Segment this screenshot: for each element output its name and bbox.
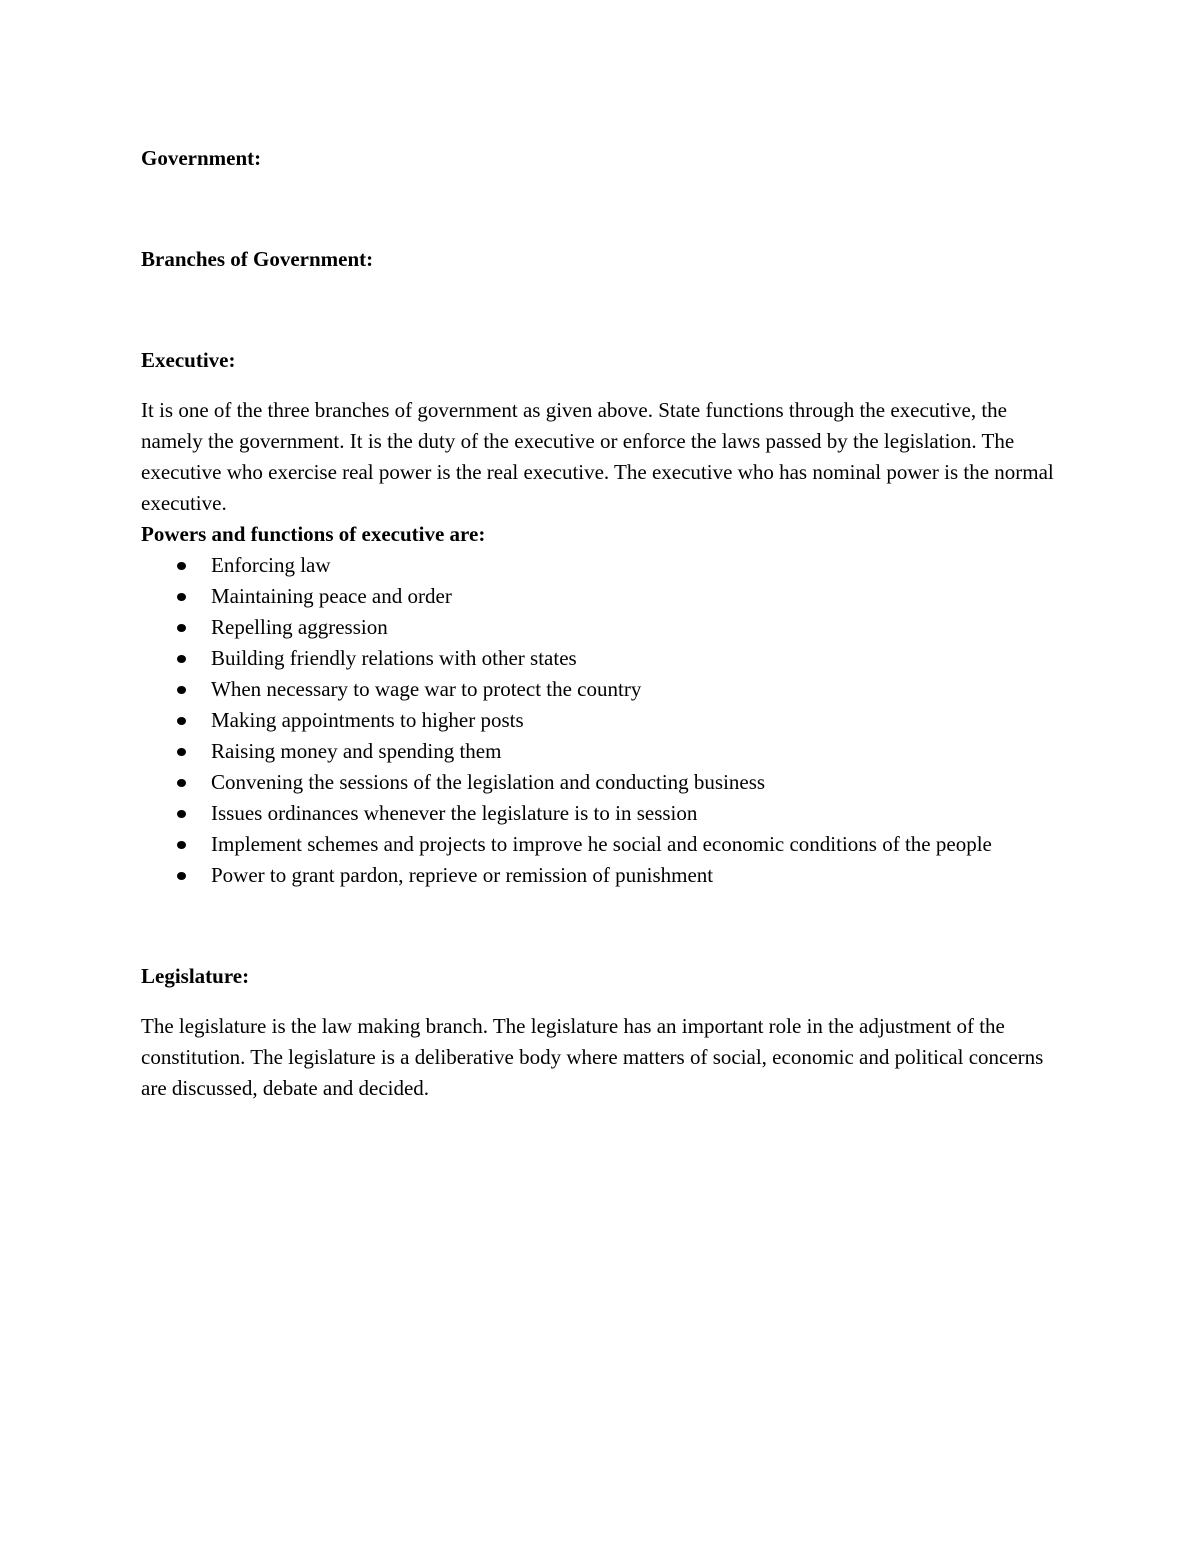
list-item xyxy=(141,581,1056,612)
list-item-text: Maintaining peace and order xyxy=(211,584,452,608)
list-item xyxy=(141,550,1056,581)
bullet-icon xyxy=(177,562,186,570)
bullet-icon xyxy=(177,655,186,663)
list-item xyxy=(141,860,1056,891)
list-item-text: Building friendly relations with other states xyxy=(211,646,577,670)
heading-government: Government: xyxy=(141,146,262,170)
heading-legislature: Legislature: xyxy=(141,964,250,988)
bullet-icon xyxy=(177,872,186,880)
list-item xyxy=(141,612,1056,643)
list-item-text: Issues ordinances whenever the legislature is to in session xyxy=(211,801,698,825)
list-item xyxy=(141,829,1056,860)
list-item-text: Power to grant pardon, reprieve or remission of punishment xyxy=(211,863,714,887)
list-item-text: Convening the sessions of the legislation and conducting business xyxy=(211,770,766,794)
bullet-icon xyxy=(177,686,186,694)
list-item xyxy=(141,705,1056,736)
list-item-text: Repelling aggression xyxy=(211,615,388,639)
heading-branches-of-government: Branches of Government: xyxy=(141,247,374,271)
bullet-icon xyxy=(177,748,186,756)
list-item-text: Enforcing law xyxy=(211,553,331,577)
powers-heading: Powers and functions of executive are: xyxy=(141,522,486,546)
bullet-icon xyxy=(177,779,186,787)
list-item-text: Implement schemes and projects to improve he social and economic conditions of the people xyxy=(211,832,992,856)
list-item xyxy=(141,643,1056,674)
powers-list xyxy=(141,550,1056,891)
executive-paragraph: It is one of the three branches of government as given above. State functions through the executive, the namely the government. It is the duty of the executive or enforce the laws passed by the legislation. The executive who exercise real power is the real executive. The executive who has nominal power is the normal executive. xyxy=(141,398,1054,515)
list-item xyxy=(141,674,1056,705)
list-item xyxy=(141,767,1056,798)
list-item xyxy=(141,798,1056,829)
list-item-text: Making appointments to higher posts xyxy=(211,708,524,732)
bullet-icon xyxy=(177,717,186,725)
legislature-paragraph: The legislature is the law making branch. The legislature has an important role in the adjustment of the constitution. The legislature is a deliberative body where matters of social, economic and political concerns are discussed, debate and decided. xyxy=(141,1014,1044,1100)
heading-executive: Executive: xyxy=(141,348,236,372)
list-item-text: Raising money and spending them xyxy=(211,739,502,763)
document-page xyxy=(141,140,1056,1104)
list-item xyxy=(141,736,1056,767)
bullet-icon xyxy=(177,810,186,818)
list-item-text: When necessary to wage war to protect the country xyxy=(211,677,642,701)
bullet-icon xyxy=(177,593,186,601)
bullet-icon xyxy=(177,841,186,849)
bullet-icon xyxy=(177,624,186,632)
